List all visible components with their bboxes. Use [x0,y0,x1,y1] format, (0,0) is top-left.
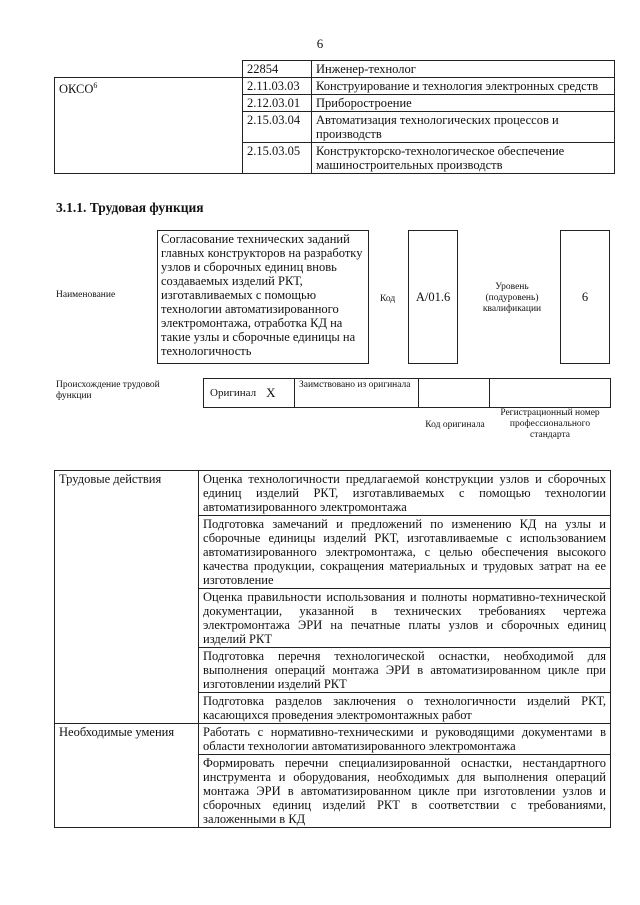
okso-code: 2.12.03.01 [243,95,312,112]
code-original-cell [418,378,490,408]
okso-name: Приборостроение [312,95,615,112]
okso-name: Конструкторско-технологическое обеспечение машиностроительных производств [312,143,615,174]
function-code: А/01.6 [415,289,451,304]
duties-table [54,470,611,828]
code-caption: Код оригинала [425,420,485,430]
okso-code: 2.15.03.05 [243,143,312,174]
okso-name: Автоматизация технологических процессов и производств [312,112,615,143]
name-label: Наименование [56,290,116,300]
okso-table [54,60,615,174]
table-row [55,724,611,755]
level-value: 6 [581,289,589,304]
original-cell [203,378,295,408]
skill-item: Работать с нормативно-техническими и руководящими документами в области технологии автоматизированного электромонтажа [199,724,611,755]
reg-caption: Регистрационный номер профессионального стандарта [500,408,600,440]
function-code-box [408,230,458,364]
function-name-box [157,230,369,364]
original-mark: X [266,385,276,400]
origin-label: Происхождение трудовой функции [56,380,160,401]
reg-number-cell [489,378,611,408]
original-label: Оригинал [210,387,257,399]
skills-label: Необходимые умения [55,724,199,828]
borrowed-cell [294,378,419,408]
level-box [560,230,610,364]
okso-row [55,78,615,95]
table-row [55,471,611,516]
okso-name: Конструирование и технология электронных средств [312,78,615,95]
okso-row [55,61,615,78]
okso-code: 2.15.03.04 [243,112,312,143]
action-item: Подготовка разделов заключения о технологичности изделий РКТ, касающихся проведения электромонтажных работ [199,693,611,724]
function-name: Согласование технических заданий главных конструкторов на разработку узлов и сборочных единиц вновь создаваемых изделий РКТ, изготавливаемых с помощью технологии автоматизированного электромонтажа, отработка КД на такие узлы и сборочные единицы на технологичность [161,232,363,358]
skill-item: Формировать перечни специализированной оснастки, нестандартного инструмента и оборудования, необходимых для выполнения операций монтажа ЭРИ в автоматизированном цикле при изготовлении узлов и сборочных единиц изделий РКТ в соответствии с требованиями, заложенными в КД [199,755,611,828]
action-item: Подготовка перечня технологической оснастки, необходимой для выполнения операций монтажа ЭРИ в автоматизированном цикле при изготовлении изделий РКТ [199,648,611,693]
page-number: 6 [316,36,324,51]
okso-code: 22854 [243,61,312,78]
okso-label-cell [55,78,243,174]
actions-label: Трудовые действия [55,471,199,724]
borrowed-label: Заимствовано из оригинала [299,380,411,390]
okso-label: ОКСО [59,82,94,97]
action-item: Подготовка замечаний и предложений по изменению КД на узлы и сборочные единицы изделий РКТ, изготавливаемые с использованием автоматизированного электромонтажа, с целью обеспечения высокого качества продукции, сокращения материальных и трудовых затрат на ее изготовление [199,516,611,589]
action-item: Оценка правильности использования и полноты нормативно-технической документации, указанной в технических требованиях чертежа электромонтажа ЭРИ на печатные платы узлов и сборочных единиц изделий РКТ [199,589,611,648]
okso-footnote: 6 [93,81,98,90]
level-label: Уровень (подуровень) квалификации [482,282,542,314]
section-title: 3.1.1. Трудовая функция [56,200,204,215]
code-label: Код [380,294,396,304]
action-item: Оценка технологичности предлагаемой конструкции узлов и сборочных единиц изделий РКТ, изготавливаемых с помощью технологии автоматизированного электромонтажа [199,471,611,516]
okso-code: 2.11.03.03 [243,78,312,95]
okso-name: Инженер-технолог [312,61,615,78]
